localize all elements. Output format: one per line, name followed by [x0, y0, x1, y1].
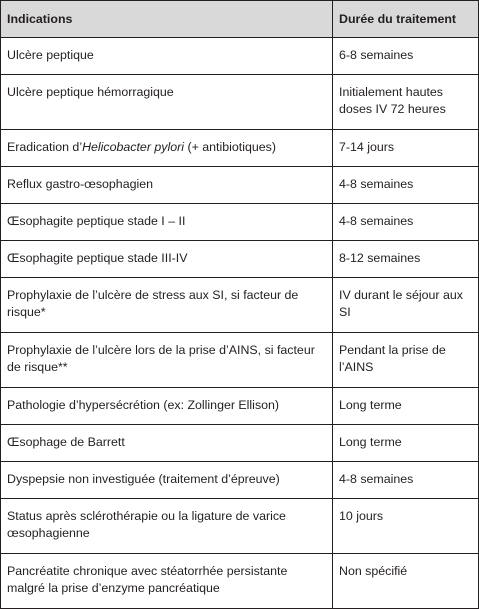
duration-cell: 4-8 semaines: [333, 204, 479, 241]
duration-cell: Initialement hautes doses IV 72 heures: [333, 75, 479, 130]
indication-cell: Prophylaxie de l’ulcère lors de la prise d’AINS, si facteur de risque**: [1, 333, 333, 388]
duration-cell: Pendant la prise de l’AINS: [333, 333, 479, 388]
indication-cell: Pancréatite chronique avec stéatorrhée persistante malgré la prise d’enzyme pancréatique: [1, 554, 333, 609]
duration-cell: 6-8 semaines: [333, 38, 479, 75]
duration-cell: 10 jours: [333, 499, 479, 554]
table-row: [1, 462, 479, 499]
table-header-row: [1, 1, 479, 38]
indication-cell: Dyspepsie non investiguée (traitement d’épreuve): [1, 462, 333, 499]
duration-cell: IV durant le séjour aux SI: [333, 278, 479, 333]
species-name: Helicobacter pylori: [82, 140, 184, 154]
indication-cell: Reflux gastro-œsophagien: [1, 167, 333, 204]
column-header-duration: Durée du traitement: [333, 1, 479, 38]
table-row: [1, 130, 479, 167]
table-row: [1, 241, 479, 278]
indication-cell: [1, 130, 333, 167]
indication-cell: Ulcère peptique hémorragique: [1, 75, 333, 130]
column-header-indications: Indications: [1, 1, 333, 38]
table-row: [1, 167, 479, 204]
table-row: [1, 75, 479, 130]
duration-cell: Non spécifié: [333, 554, 479, 609]
duration-cell: 8-12 semaines: [333, 241, 479, 278]
table-row: [1, 38, 479, 75]
indication-cell: Pathologie d’hypersécrétion (ex: Zollinger Ellison): [1, 388, 333, 425]
indication-cell: Status après sclérothérapie ou la ligature de varice œsophagienne: [1, 499, 333, 554]
indication-text: (+ antibiotiques): [184, 140, 276, 154]
table-row: [1, 425, 479, 462]
duration-cell: 4-8 semaines: [333, 462, 479, 499]
table-row: [1, 333, 479, 388]
indication-cell: Œsophagite peptique stade III-IV: [1, 241, 333, 278]
indication-text: Eradication d’: [7, 140, 83, 154]
duration-cell: 7-14 jours: [333, 130, 479, 167]
indication-cell: Œsophage de Barrett: [1, 425, 333, 462]
duration-cell: Long terme: [333, 425, 479, 462]
indication-cell: Ulcère peptique: [1, 38, 333, 75]
table-row: [1, 278, 479, 333]
indication-cell: Prophylaxie de l’ulcère de stress aux SI, si facteur de risque*: [1, 278, 333, 333]
table-row: [1, 388, 479, 425]
duration-cell: 4-8 semaines: [333, 167, 479, 204]
indication-cell: Œsophagite peptique stade I – II: [1, 204, 333, 241]
table-row: [1, 204, 479, 241]
table-row: [1, 554, 479, 609]
table-row: [1, 499, 479, 554]
duration-cell: Long terme: [333, 388, 479, 425]
